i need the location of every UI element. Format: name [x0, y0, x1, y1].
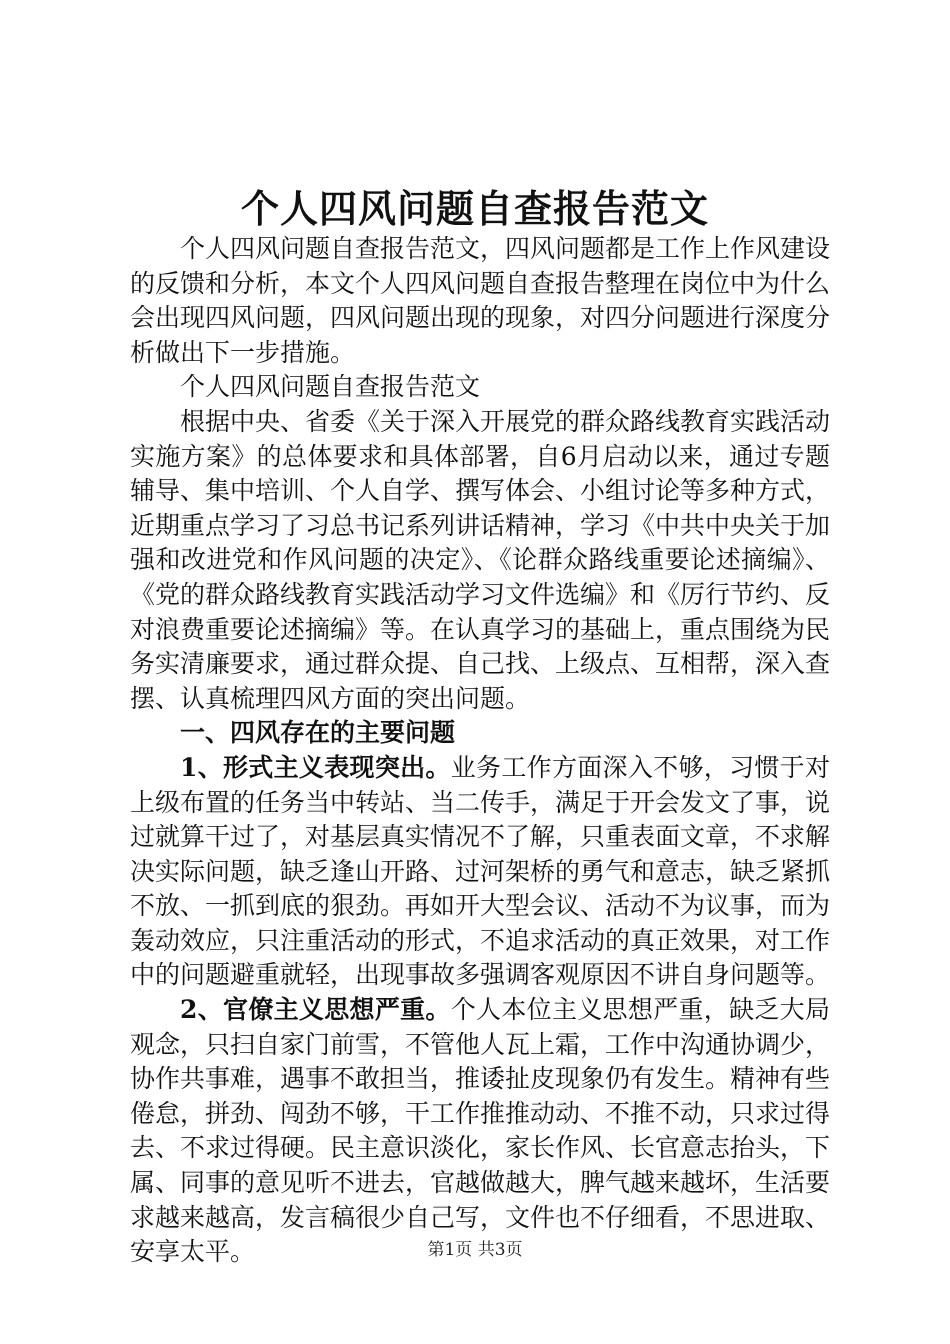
document-title: 个人四风问题自查报告范文	[240, 186, 709, 231]
subtitle-paragraph: 个人四风问题自查报告范文	[180, 372, 481, 402]
item-paragraph-2	[130, 993, 830, 1270]
document-body	[130, 232, 830, 1270]
item-2-lead: 2、官僚主义思想严重。	[180, 995, 451, 1025]
section-heading: 一、四风存在的主要问题	[180, 718, 456, 748]
intro-paragraph: 个人四风问题自查报告范文，四风问题都是工作上作风建设的反馈和分析，本文个人四风问题自查报告整理在岗位中为什么会出现四风问题，四风问题出现的现象，对四分问题进行深度分析做出下一步措施。	[130, 234, 831, 367]
background-paragraph: 根据中央、省委《关于深入开展党的群众路线教育实践活动实施方案》的总体要求和具体部署，自6月启动以来，通过专题辅导、集中培训、个人自学、撰写体会、小组讨论等多种方式，近期重点学习了习总书记系列讲话精神，学习《中共中央关于加强和改进党和作风问题的决定》、《论群众路线重要论述摘编》、《党的群众路线教育实践活动学习文件选编》和《厉行节约、反对浪费重要论述摘编》等。在认真学习的基础上，重点围绕为民务实清廉要求，通过群众提、自己找、上级点、互相帮，深入查摆、认真梳理四风方面的突出问题。	[130, 406, 831, 713]
item-1-text: 业务工作方面深入不够，习惯于对上级布置的任务当中转站、当二传手，满足于开会发文了事，说过就算干过了，对基层真实情况不了解，只重表面文章，不求解决实际问题，缺乏逢山开路、过河架桥的勇气和意志，缺乏紧抓不放、一抓到底的狠劲。再如开大型会议、活动不为议事，而为轰动效应，只注重活动的形式，不追求活动的真正效果，对工作中的问题避重就轻，出现事故多强调客观原因不讲自身问题等。	[130, 752, 831, 990]
item-1-lead: 1、形式主义表现突出。	[180, 752, 451, 782]
item-2-text: 个人本位主义思想严重，缺乏大局观念，只扫自家门前雪，不管他人瓦上霜，工作中沟通协调少，协作共事难，遇事不敢担当，推诿扯皮现象仍有发生。精神有些倦怠，拼劲、闯劲不够，干工作推推动动、不推不动，只求过得去、不求过得硬。民主意识淡化，家长作风、长官意志抬头，下属、同事的意见听不进去，官越做越大，脾气越来越坏，生活要求越来越高，发言稿很少自己写，文件也不仔细看，不思进取、安享太平。	[130, 995, 831, 1267]
page-footer: 第1页 共3页	[427, 1240, 523, 1260]
item-paragraph-1	[130, 751, 830, 993]
